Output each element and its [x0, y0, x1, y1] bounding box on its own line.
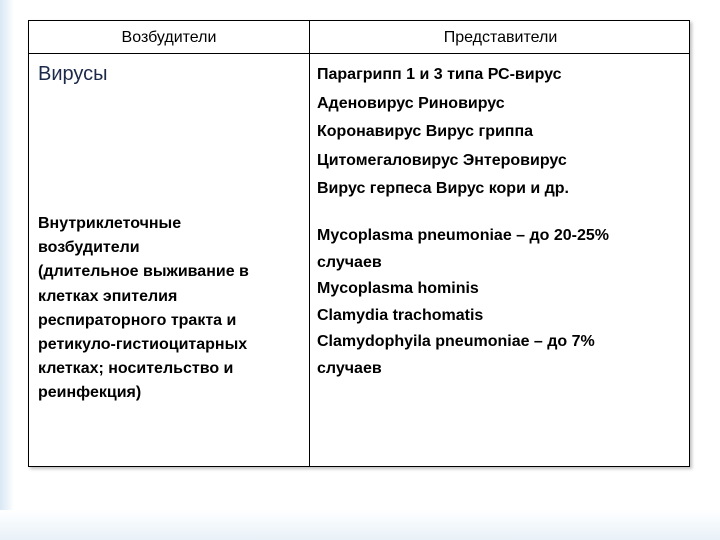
row-viruses-pathogen [38, 63, 108, 86]
representative-line: Mycoplasma pneumoniae – до 20-25% [317, 227, 610, 244]
pathogen-line: (длительное выживание в [38, 263, 249, 281]
column-divider [309, 21, 310, 466]
row-intracellular-representatives [317, 223, 687, 382]
pathogen-line: респираторного тракта и [38, 311, 237, 329]
representative-line: Clamydia trachomatis [317, 306, 484, 324]
representative-line: случаев [317, 359, 382, 377]
pathogen-line: ретикуло-гистиоцитарных [38, 336, 248, 354]
representative-line: Аденовирус Риновирус [317, 94, 505, 112]
pathogen-line: реинфекция) [38, 384, 142, 402]
row-viruses-representatives [317, 61, 687, 204]
pathogen-line: Вирусы [38, 63, 108, 85]
representative-line: Mycoplasma hominis [317, 280, 479, 297]
pathogen-line: клетках эпителия [38, 287, 178, 305]
slide-bottom-decoration [0, 510, 720, 540]
representative-line: случаев [317, 253, 382, 271]
representative-line: Цитомегаловирус Энтеровирус [317, 151, 567, 169]
slide-left-decoration [0, 0, 14, 540]
row-intracellular-pathogen [38, 212, 308, 406]
header-divider [29, 53, 689, 54]
representative-line: Коронавирус Вирус гриппа [317, 123, 534, 140]
representative-line: Clamydophyila pneumoniae – до 7% [317, 333, 595, 350]
pathogen-line: возбудители [38, 239, 140, 257]
representative-line: Вирус герпеса Вирус кори и др. [317, 180, 569, 197]
pathogens-table [28, 20, 690, 467]
header-representatives: Представители [443, 29, 558, 46]
representative-line: Парагрипп 1 и 3 типа РС-вирус [317, 66, 562, 83]
header-pathogens: Возбудители [121, 29, 217, 46]
pathogen-line: клетках; носительство и [38, 360, 234, 378]
pathogen-line: Внутриклеточные [38, 215, 182, 232]
